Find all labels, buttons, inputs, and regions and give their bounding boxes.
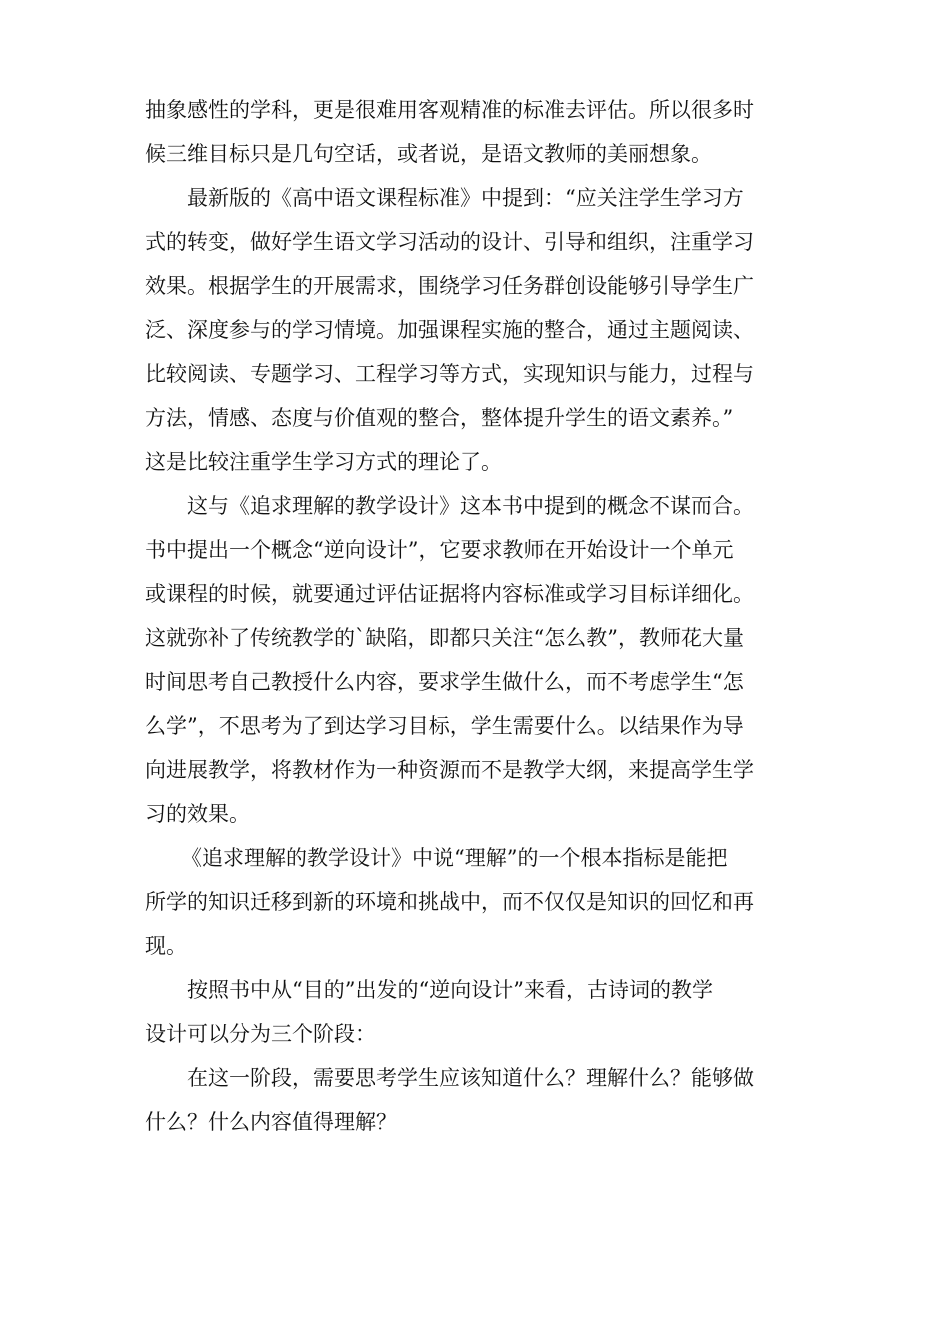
paragraph-4 — [145, 836, 810, 968]
text-line: 效果。根据学生的开展需求，围绕学习任务群创设能够引导学生广 — [145, 274, 754, 298]
text-line: 向进展教学，将教材作为一种资源而不是教学大纲，来提高学生学 — [145, 758, 754, 782]
text-line: 候三维目标只是几句空话，或者说，是语文教师的美丽想象。 — [145, 142, 712, 166]
text-line: 《追求理解的教学设计》中说“理解”的一个根本指标是能把 — [181, 846, 728, 870]
text-line: 什么？什么内容值得理解？ — [145, 1110, 397, 1134]
text-line: 按照书中从“目的”出发的“逆向设计”来看，古诗词的教学 — [187, 978, 713, 1002]
text-line: 这是比较注重学生学习方式的理论了。 — [145, 450, 502, 474]
text-line: 现。 — [145, 934, 187, 958]
paragraph-2 — [145, 176, 810, 484]
document-body — [145, 88, 810, 1144]
paragraph-3 — [145, 484, 810, 836]
text-line: 泛、深度参与的学习情境。加强课程实施的整合，通过主题阅读、 — [145, 318, 754, 342]
text-line: 方法，情感、态度与价值观的整合，整体提升学生的语文素养。” — [145, 406, 734, 430]
text-line: 在这一阶段，需要思考学生应该知道什么？理解什么？能够做 — [187, 1066, 754, 1090]
text-line: 么学”，不思考为了到达学习目标，学生需要什么。以结果作为导 — [145, 714, 744, 738]
text-line: 抽象感性的学科，更是很难用客观精准的标准去评估。所以很多时 — [145, 98, 754, 122]
text-line: 设计可以分为三个阶段： — [145, 1022, 376, 1046]
text-line: 习的效果。 — [145, 802, 250, 826]
paragraph-6 — [145, 1056, 810, 1144]
text-line: 时间思考自己教授什么内容，要求学生做什么，而不考虑学生“怎 — [145, 670, 744, 694]
text-line: 这就弥补了传统教学的`缺陷，即都只关注“怎么教”，教师花大量 — [145, 626, 744, 650]
paragraph-1 — [145, 88, 810, 176]
text-line: 这与《追求理解的教学设计》这本书中提到的概念不谋而合。 — [187, 494, 754, 518]
text-line: 书中提出一个概念“逆向设计”，它要求教师在开始设计一个单元 — [145, 538, 734, 562]
text-line: 比较阅读、专题学习、工程学习等方式，实现知识与能力，过程与 — [145, 362, 754, 386]
text-line: 式的转变，做好学生语文学习活动的设计、引导和组织，注重学习 — [145, 230, 754, 254]
text-line: 或课程的时候，就要通过评估证据将内容标准或学习目标详细化。 — [145, 582, 754, 606]
paragraph-5 — [145, 968, 810, 1056]
text-line: 所学的知识迁移到新的环境和挑战中，而不仅仅是知识的回忆和再 — [145, 890, 754, 914]
text-line: 最新版的《高中语文课程标准》中提到：“应关注学生学习方 — [187, 186, 744, 210]
